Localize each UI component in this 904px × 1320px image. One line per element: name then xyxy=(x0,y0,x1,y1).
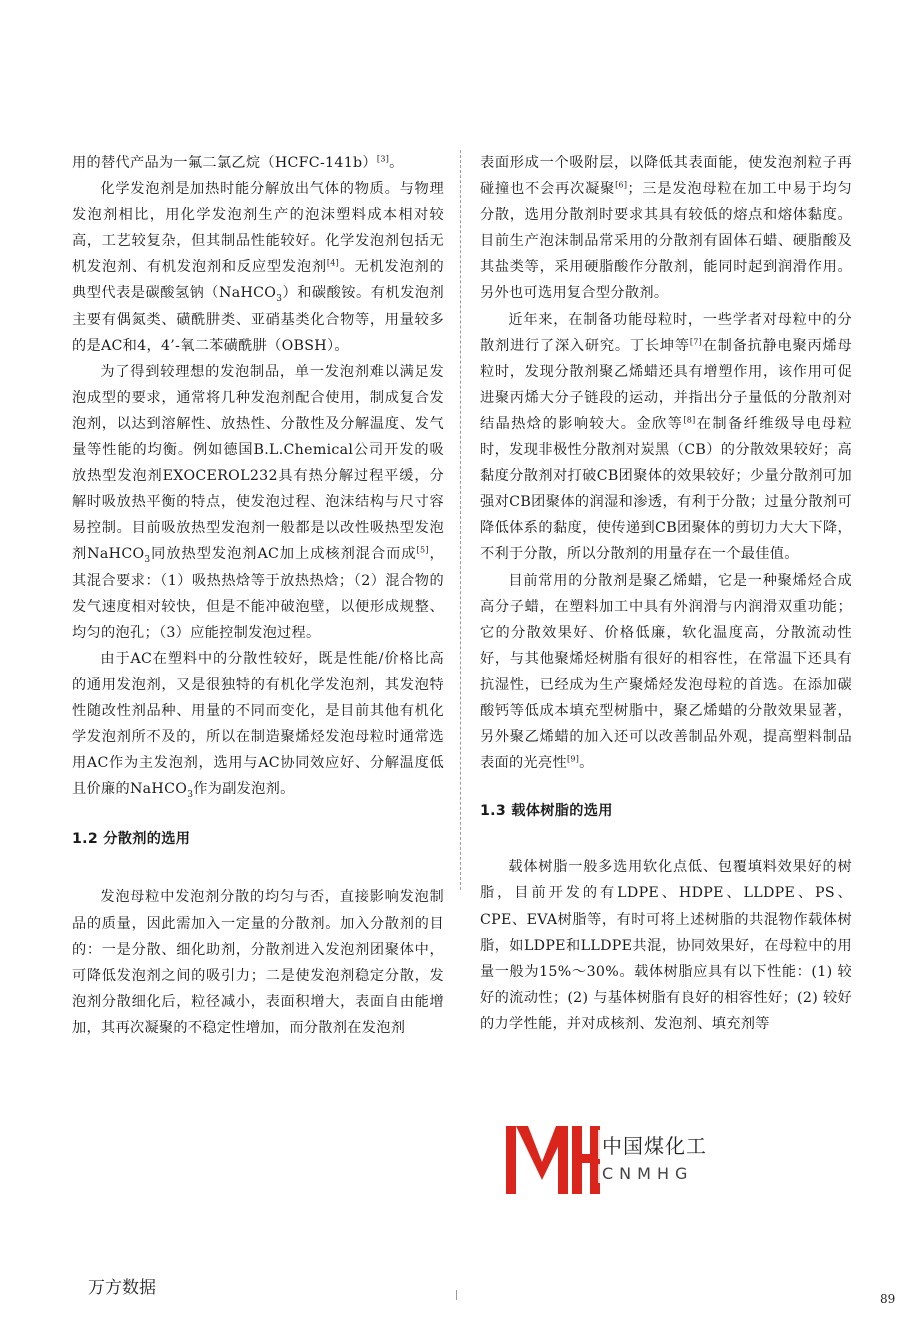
citation: [8] xyxy=(683,415,696,425)
citation: [6] xyxy=(615,180,628,190)
paragraph xyxy=(480,150,852,307)
text: 目前常用的分散剂是聚乙烯蜡，它是一种聚烯烃合成高分子蜡，在塑料加工中具有外润滑与内润滑双重功能；它的分散效果好、价格低廉，软化温度高，分散流动性好，与其他聚烯烃树脂有很好的相容性，在常温下还具有抗湿性，已经成为生产聚烯烃发泡母粒的首选。在添加碳酸钙等低成本填充型树脂中，聚乙烯蜡的分散效果显著，另外聚乙烯蜡的加入还可以改善制品外观，提高塑料制品表面的光亮性 xyxy=(480,572,852,772)
citation: [4] xyxy=(326,258,340,268)
watermark-name-zh: 中国煤化工 xyxy=(598,1130,711,1159)
paragraph xyxy=(72,150,444,176)
page-number: 89 xyxy=(880,1292,896,1306)
subscript: 3 xyxy=(144,555,151,566)
paragraph xyxy=(480,307,852,568)
mh-logo-icon xyxy=(506,1126,600,1194)
citation: [3] xyxy=(376,154,390,164)
text: 近年来，在制备功能母粒时，一些学者对母粒中的分散剂进行了深入研究。丁长坤等 xyxy=(480,311,852,354)
text: ，其混合要求：（1）吸热热焓等于放热热焓；（2）混合物的发气速度相对较快，但是不能冲破泡壁，以便形成规整、均匀的泡孔；（3）应能控制发泡过程。 xyxy=(72,546,444,641)
paragraph: 载体树脂一般多选用软化点低、包覆填料效果好的树脂，目前开发的有LDPE、HDPE、LLDPE、PS、CPE、EVA树脂等，有时可将上述树脂的共混物作载体树脂，如LDPE和LLDPE共混，协同效果好，在母粒中的用量一般为15%～30%。载体树脂应具有以下性能：(1) 较好的流动性；(2) 与基体树脂有良好的相容性好；(2) 较好的力学性能，并对成核剂、发泡剂、填充剂等 xyxy=(480,859,852,1032)
watermark-name-en: CNMHG xyxy=(598,1164,697,1183)
footer-source: 万方数据 xyxy=(88,1278,156,1298)
citation: [7] xyxy=(689,336,703,346)
text: ；三是发泡母粒在加工中易于均匀分散，选用分散剂时要求其具有较低的熔点和熔体黏度。目前生产泡沫制品常采用的分散剂有固体石蜡、硬脂酸及其盐类等，采用硬脂酸作分散剂，能同时起到润滑作用。另外也可选用复合型分散剂。 xyxy=(480,181,852,302)
paragraph xyxy=(72,359,444,646)
text: 化学发泡剂是加热时能分解放出气体的物质。与物理发泡剂相比，用化学发泡剂生产的泡沫塑料成本相对较高，工艺较复杂，但其制品性能较好。化学发泡剂包括无机发泡剂、有机发泡剂和反应型发泡剂 xyxy=(72,181,444,276)
paragraph: 发泡母粒中发泡剂分散的均匀与否，直接影响发泡制品的质量，因此需加入一定量的分散剂。加入分散剂的目的：一是分散、细化助剂，分散剂进入发泡剂团聚体中，可降低发泡剂之间的吸引力；二是使发泡剂稳定分散，发泡剂分散细化后，粒径减小，表面积增大，表面自由能增加，其再次凝聚的不稳定性增加，而分散剂在发泡剂 xyxy=(72,889,444,1036)
subscript: 3 xyxy=(187,790,194,801)
paragraph xyxy=(480,568,852,777)
section-heading: 1.3 载体树脂的选用 xyxy=(480,803,613,820)
left-column xyxy=(72,150,444,1041)
citation: [5] xyxy=(416,545,429,555)
section-heading: 1.2 分散剂的选用 xyxy=(72,831,191,848)
text: 作为副发泡剂。 xyxy=(193,781,295,798)
text: 。 xyxy=(579,755,594,772)
paragraph xyxy=(72,646,444,803)
text: 由于AC在塑料中的分散性较好，既是性能/价格比高的通用发泡剂，又是很独特的有机化学发泡剂，其发泡特性随改性剂品种、用量的不同而变化，是目前其他有机化学发泡剂所不及的，所以在制造聚烯烃发泡母粒时通常选用AC作为主发泡剂，选用与AC协同效应好、分解温度低且价廉的NaHCO xyxy=(72,650,444,798)
text: 在制备纤维级导电母粒时，发现非极性分散剂对炭黑（CB）的分散效果较好；高黏度分散剂对打破CB团聚体的效果较好；少量分散剂可加强对CB团聚体的润湿和渗透，有利于分散；过量分散剂可降低体系的黏度，使传递到CB团聚体的剪切力大大下降，不利于分散，所以分散剂的用量存在一个最佳值。 xyxy=(480,415,852,563)
paragraph xyxy=(72,176,444,359)
column-divider xyxy=(460,150,461,890)
center-tick xyxy=(456,1290,457,1300)
text: 在制备抗静电聚丙烯母粒时，发现分散剂聚乙烯蜡还具有增塑作用，该作用可促进聚丙烯大分子链段的运动，并指出分子量低的分散剂对结晶热焓的影响较大。金欣等 xyxy=(480,337,852,432)
right-column xyxy=(480,150,852,1037)
text: 为了得到较理想的发泡制品，单一发泡剂难以满足发泡成型的要求，通常将几种发泡剂配合使用，制成复合发泡剂，以达到溶解性、放热性、分散性及分解温度、发气量等性能的均衡。例如德国B.L.Chemical公司开发的吸放热型发泡剂EXOCEROL232具有热分解过程平缓，分解时吸放热平衡的特点，使发泡过程、泡沫结构与尺寸容易控制。目前吸放热型发泡剂一般都是以改性吸热型发泡剂NaHCO xyxy=(72,363,444,563)
text: ）和碳酸铵。有机发泡剂主要有偶氮类、磺酰肼类、亚硝基类化合物等，用量较多的是AC和4，4’-氧二苯磺酰肼（OBSH）。 xyxy=(72,285,444,354)
subscript: 3 xyxy=(276,294,283,305)
text: 同放热型发泡剂AC加上成核剂混合而成 xyxy=(150,546,417,563)
text: 。 xyxy=(389,155,404,171)
text: 。无机发泡剂的典型代表是碳酸氢钠（NaHCO xyxy=(72,259,444,302)
citation: [9] xyxy=(566,754,580,764)
text: 用的替代产品为一氟二氯乙烷（HCFC-141b） xyxy=(72,155,377,171)
text: 表面形成一个吸附层，以降低其表面能，使发泡剂粒子再碰撞也不会再次凝聚 xyxy=(480,155,852,198)
